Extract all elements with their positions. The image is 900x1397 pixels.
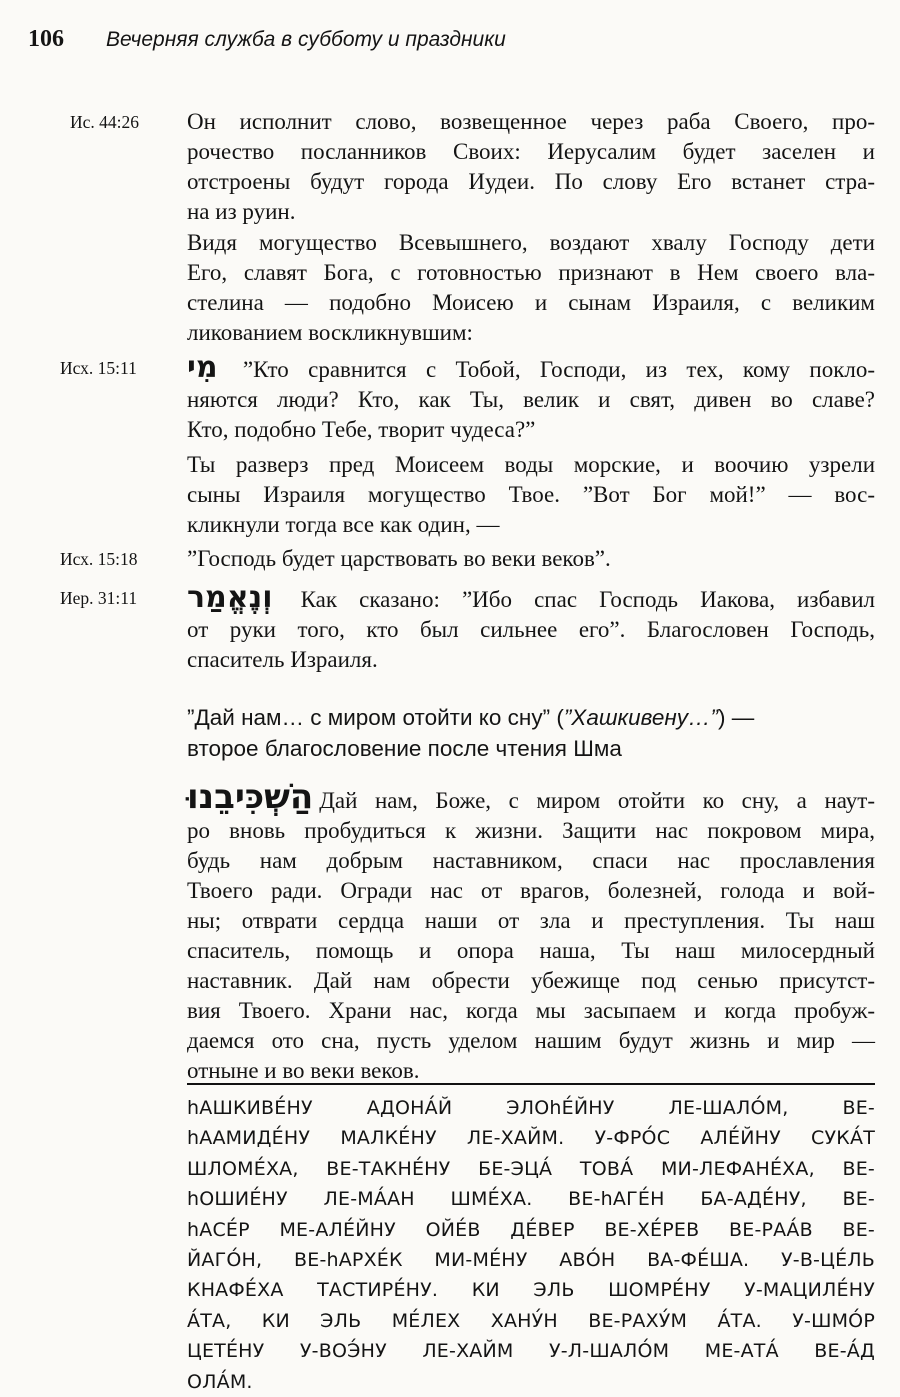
hebrew-word: הַשְׁכִּיבֵנוּ (187, 777, 314, 817)
verse-reference: Исх. 15:11 (60, 358, 137, 378)
divider-rule (187, 1083, 875, 1085)
verse-reference: Ис. 44:26 (70, 112, 140, 132)
text-line: ны; отврати сердца наши от зла и преступления. Ты наш (187, 908, 875, 933)
text-line: Твоего ради. Огради нас от врагов, болезней, голода и вой- (187, 878, 875, 903)
verse-text (187, 107, 875, 227)
running-title: Вечерняя служба в субботу и праздники (106, 28, 506, 51)
hebrew-word: מִי (187, 350, 218, 385)
text-line: сыны Израиля могущество Твое. ”Вот Бог мой!” — вос- (187, 482, 875, 507)
text-line: ”Господь будет царствовать во веки веков”. (187, 546, 611, 571)
translit-line: hАШКИВЕ́НУ АДОНА́Й ЭЛОhЕ́ЙНУ ЛЕ-ШАЛО́М, ВЕ- (187, 1097, 875, 1119)
hashkivenu-text (187, 777, 875, 1086)
text-line: Ты разверз пред Моисеем воды морские, и воочию узрели (187, 452, 875, 477)
text-line: Его, славят Бога, с готовностью признают в Нем своего вла- (187, 260, 875, 285)
translit-line: КНАФЕ́ХА ТАСТИРЕ́НУ. КИ ЭЛЬ ШОМРЕ́НУ У-МАЦИЛЕ́НУ (187, 1279, 875, 1302)
translit-line: ОЛА́М. (187, 1370, 253, 1393)
verse-text (187, 350, 876, 445)
text-line-content: ”Кто сравнится с Тобой, Господи, из тех, кому покло- (242, 357, 876, 382)
heading-text: ) — (718, 705, 755, 730)
transliteration-block (187, 1093, 875, 1397)
text-line: даемся ото сна, пусть уделом нашим будут жизнь и мир — (187, 1028, 875, 1053)
translit-line: ШЛОМЕ́ХА, ВЕ-ТАКНЕ́НУ БЕ-ЭЦА́ ТОВА́ МИ-ЛЕФАНЕ́ХА, ВЕ- (187, 1157, 875, 1180)
section-heading (187, 702, 877, 764)
text-line: спаситель, помощь и опора наша, Ты наш милосердный (187, 938, 875, 963)
text-line: няются люди? Кто, как Ты, велик и свят, дивен во славе? (187, 387, 875, 412)
paragraph-text (187, 228, 875, 348)
section-heading-line: второе благословение после чтения Шма (187, 736, 622, 761)
paragraph-text (187, 450, 875, 540)
verse-reference: Иер. 31:11 (60, 588, 138, 608)
text-line: рочество посланников Своих: Иерусалим будет заселен и (187, 139, 875, 164)
text-line: наставник. Дай нам обрести убежище под сенью присутст- (187, 968, 875, 993)
hebrew-word: וְנֶאֱמַר (187, 580, 273, 615)
text-line-content: Дай нам, Боже, с миром отойти ко сну, а наут- (319, 788, 875, 813)
text-line (187, 580, 876, 615)
text-line: будь нам добрым наставником, спаси нас прославления (187, 848, 875, 873)
text-line (187, 350, 876, 385)
translit-line: А́ТА, КИ ЭЛЬ МЕ́ЛЕХ ХАНУ́Н ВЕ-РАХУ́М А́ТА. У-ШМО́Р (187, 1309, 875, 1332)
text-line: Видя могущество Всевышнего, воздают хвалу Господу дети (187, 230, 875, 255)
heading-text: ”Дай нам… с миром отойти ко сну” ( (187, 705, 564, 730)
text-line: ликованием воскликнувшим: (187, 320, 473, 345)
text-line: отныне и во веки веков. (187, 1058, 420, 1083)
text-line: спаситель Израиля. (187, 647, 378, 672)
verse-text (187, 580, 876, 675)
text-line (187, 777, 875, 817)
translit-line: ЙАГО́Н, ВЕ-hАРХЕ́К МИ-МЕ́НУ АВО́Н ВА-ФЕ́ША. У-В-ЦЕ́ЛЬ (187, 1249, 875, 1272)
page-header (28, 26, 506, 58)
verse-reference: Исх. 15:18 (60, 549, 138, 569)
text-line: от руки того, кто был сильнее его”. Благословен Господь, (187, 617, 875, 642)
heading-italic-text: ”Хашкивену…” (563, 705, 719, 730)
section-heading-line (187, 702, 877, 733)
verse-text (187, 544, 875, 574)
text-line: на из руин. (187, 199, 296, 224)
text-line: кликнули тогда все как один, — (187, 512, 500, 537)
text-line: стелина — подобно Моисею и сынам Израиля, с великим (187, 290, 875, 315)
translit-line: hААМИДЕ́НУ МАЛКЕ́НУ ЛЕ-ХАЙМ. У-ФРО́С АЛЕ́ЙНУ СУКА́Т (187, 1127, 875, 1150)
text-line: Он исполнит слово, возвещенное через раба Своего, про- (187, 109, 875, 134)
translit-line: ЦЕТЕ́НУ У-ВОЭ́НУ ЛЕ-ХАЙМ У-Л-ШАЛО́М МЕ-АТА́ ВЕ-А́Д (187, 1340, 875, 1363)
text-line: отстроены будут города Иудеи. По слову Его встанет стра- (187, 169, 875, 194)
text-line: вия Твоего. Храни нас, когда мы засыпаем и когда пробуж- (187, 998, 875, 1023)
translit-line: hОШИЕ́НУ ЛЕ-МА́АН ШМЕ́ХА. ВЕ-hАГЕ́Н БА-АДЕ́НУ, ВЕ- (187, 1188, 875, 1211)
text-line: Кто, подобно Тебе, творит чудеса?” (187, 417, 536, 442)
translit-line: hАСЕ́Р МЕ-АЛЕ́ЙНУ ОЙЕ́В ДЕ́ВЕР ВЕ-ХЕ́РЕВ ВЕ-РАА́В ВЕ- (187, 1218, 875, 1241)
text-line-content: Как сказано: ”Ибо спас Господь Иакова, избавил (300, 587, 876, 612)
text-line: ро вновь пробудиться к жизни. Защити нас покровом мира, (187, 818, 875, 843)
page-number: 106 (28, 26, 64, 52)
